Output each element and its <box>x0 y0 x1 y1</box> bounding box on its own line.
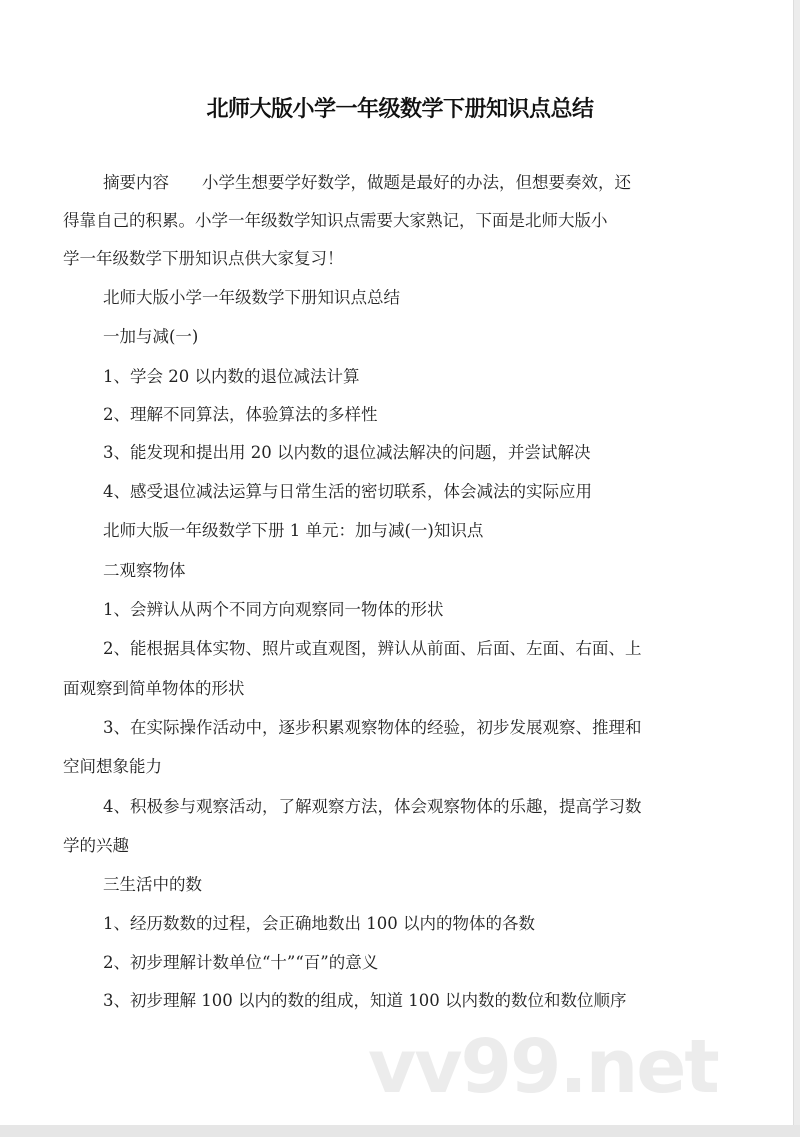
text-line: 学的兴趣 <box>63 836 129 855</box>
text-line: 空间想象能力 <box>63 757 162 776</box>
text-line: 面观察到简单物体的形状 <box>63 679 245 698</box>
text-line: 三生活中的数 <box>103 875 202 894</box>
text-line: 北师大版一年级数学下册 1 单元：加与减(一)知识点 <box>103 521 484 540</box>
text-line: 1、学会 20 以内数的退位减法计算 <box>103 367 360 386</box>
text-line: 3、初步理解 100 以内的数的组成，知道 100 以内数的数位和数位顺序 <box>103 991 627 1010</box>
text-line: 1、会辨认从两个不同方向观察同一物体的形状 <box>103 600 444 619</box>
text-line: 北师大版小学一年级数学下册知识点总结 <box>103 288 400 307</box>
text-line: 3、在实际操作活动中，逐步积累观察物体的经验，初步发展观察、推理和 <box>103 718 642 737</box>
text-line: 得靠自己的积累。小学一年级数学知识点需要大家熟记，下面是北师大版小 <box>63 211 608 230</box>
text-line: 2、理解不同算法，体验算法的多样性 <box>103 405 378 424</box>
text-line: 1、经历数数的过程，会正确地数出 100 以内的物体的各数 <box>103 914 535 933</box>
text-line: 学一年级数学下册知识点供大家复习！ <box>63 249 344 268</box>
text-line: 二观察物体 <box>103 561 186 580</box>
text-line: 一加与减(一) <box>103 327 199 346</box>
text-line: 2、初步理解计数单位“十”“百”的意义 <box>103 953 379 972</box>
text-line: 2、能根据具体实物、照片或直观图，辨认从前面、后面、左面、右面、上 <box>103 639 642 658</box>
text-line: 摘要内容 小学生想要学好数学，做题是最好的办法，但想要奏效，还 <box>103 173 631 192</box>
viewer-right-edge <box>794 0 800 1137</box>
text-line: 4、积极参与观察活动，了解观察方法，体会观察物体的乐趣，提高学习数 <box>103 797 642 816</box>
document-title: 北师大版小学一年级数学下册知识点总结 <box>206 97 594 122</box>
text-line: 4、感受退位减法运算与日常生活的密切联系，体会减法的实际应用 <box>103 482 592 501</box>
watermark: vv99.net <box>368 1024 718 1110</box>
text-line: 3、能发现和提出用 20 以内数的退位减法解决的问题，并尝试解决 <box>103 443 591 462</box>
viewer-bottom-edge <box>0 1125 800 1137</box>
